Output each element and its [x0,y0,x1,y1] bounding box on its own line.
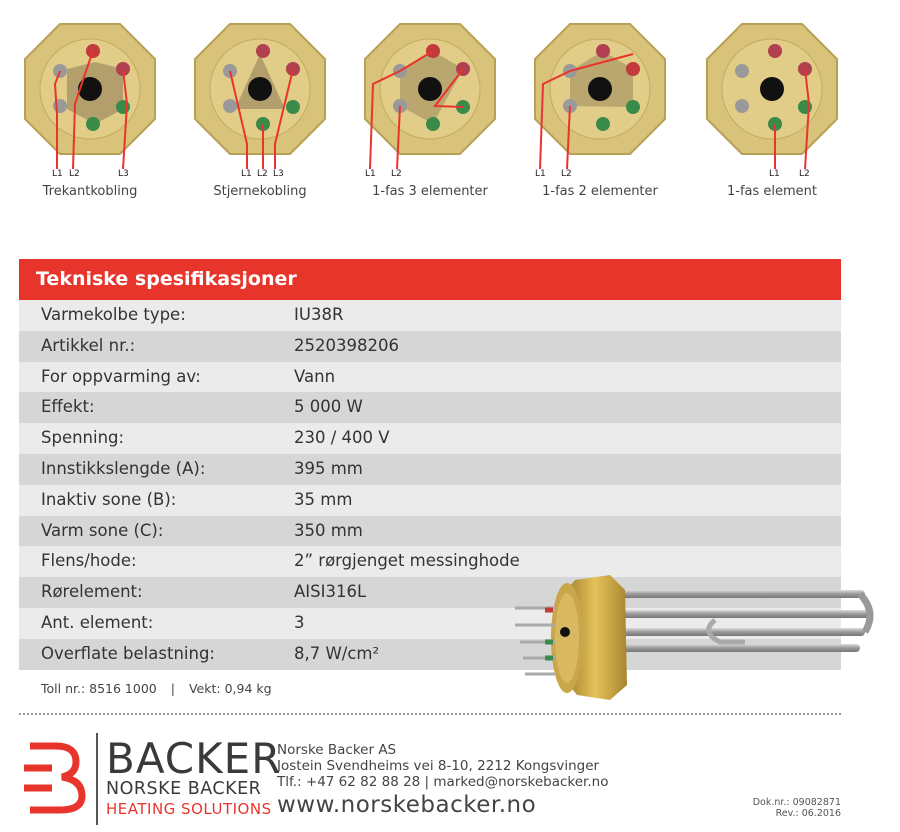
spec-label: Varmekolbe type: [41,305,186,324]
diagram-caption: 1-fas 3 elementer [372,184,488,199]
spec-value: Vann [294,366,336,386]
wire-label-l3: L3 [118,169,129,179]
dotted-divider [19,713,841,715]
spec-row [19,485,841,516]
spec-label: Inaktiv sone (B): [41,489,177,509]
wire-label-l2: L2 [561,169,572,179]
diagram-1fas-3-elementer [355,14,505,204]
spec-label: Innstikkslengde (A): [41,458,206,478]
doc-revision: Rev.: 06.2016 [775,808,841,819]
wire-label-l3: L3 [273,169,284,179]
spec-value: 8,7 W/cm² [294,643,380,663]
spec-value: 35 mm [294,489,353,509]
spec-value: 2520398206 [294,335,399,355]
wire-label-l2: L2 [391,169,402,179]
diagram-stjernekobling [185,14,335,204]
spec-value: 3 [294,612,305,632]
document-info [753,797,841,819]
diagram-caption: 1-fas element [726,184,818,199]
diagram-1fas-2-elementer [525,14,675,204]
spec-row [19,300,841,331]
wire-label-l1: L1 [365,169,376,179]
diagram-caption: 1-fas 2 elementer [542,184,658,199]
wire-label-l1: L1 [52,169,63,179]
spec-label: Overflate belastning: [41,643,215,663]
brand-name: BACKER [106,734,282,783]
spec-value: AISI316L [294,582,367,602]
contact-info [277,742,608,790]
flange-diagram-1 [15,14,165,179]
wire-label-l1: L1 [769,169,780,179]
spec-row [19,362,841,393]
spec-row [19,423,841,454]
spec-title: Tekniske spesifikasjoner [36,268,297,290]
spec-row [19,454,841,485]
flange-diagram-2 [185,14,335,179]
diagram-trekantkobling [15,14,165,204]
spec-label: Artikkel nr.: [41,335,136,355]
spec-value: 5 000 W [294,397,363,417]
company-address: Jostein Svendheims vei 8-10, 2212 Kongsvinger [277,758,600,774]
heater-product-image [515,570,880,705]
spec-value: IU38R [294,305,344,324]
wire-label-l2: L2 [257,169,268,179]
spec-value: 2” rørgjenget messinghode [294,551,520,571]
website-link[interactable]: www.norskebacker.no [277,792,537,818]
spec-label: Rørelement: [41,582,143,602]
diagram-caption: Trekantkobling [42,184,138,199]
phone-email: Tlf.: +47 62 82 88 28 | marked@norskebacker.no [277,774,609,790]
flange-diagram-3 [355,14,505,179]
footnote-separator: | [170,681,175,696]
flange-diagram-5 [697,14,847,179]
wiring-diagrams [0,0,900,215]
wire-label-l2: L2 [69,169,80,179]
wire-label-l2: L2 [799,169,810,179]
spec-header [19,259,841,300]
spec-label: Effekt: [41,397,95,417]
spec-label: For oppvarming av: [41,366,201,386]
logo-divider [96,733,98,825]
doc-number: Dok.nr.: 09082871 [752,797,841,808]
spec-label: Spenning: [41,428,125,448]
diagram-1fas-element [697,14,847,204]
spec-label: Ant. element: [41,612,154,632]
spec-row [19,516,841,547]
weight: Vekt: 0,94 kg [188,681,272,696]
spec-row [19,331,841,362]
flange-diagram-4 [525,14,675,179]
spec-label: Flens/hode: [41,551,137,571]
spec-value: 350 mm [294,520,363,540]
backer-logo-icon [22,742,86,814]
brand-subname: NORSKE BACKER [106,779,262,799]
spec-row [19,392,841,423]
wire-label-l1: L1 [241,169,252,179]
spec-value: 230 / 400 V [294,428,390,448]
wire-label-l1: L1 [535,169,546,179]
toll-number: Toll nr.: 8516 1000 [41,681,157,696]
footnote [41,681,272,696]
brand-tagline: HEATING SOLUTIONS [106,800,272,818]
company-name: Norske Backer AS [277,742,397,758]
diagram-caption: Stjernekobling [213,184,307,199]
spec-label: Varm sone (C): [41,520,164,540]
spec-value: 395 mm [294,458,363,478]
